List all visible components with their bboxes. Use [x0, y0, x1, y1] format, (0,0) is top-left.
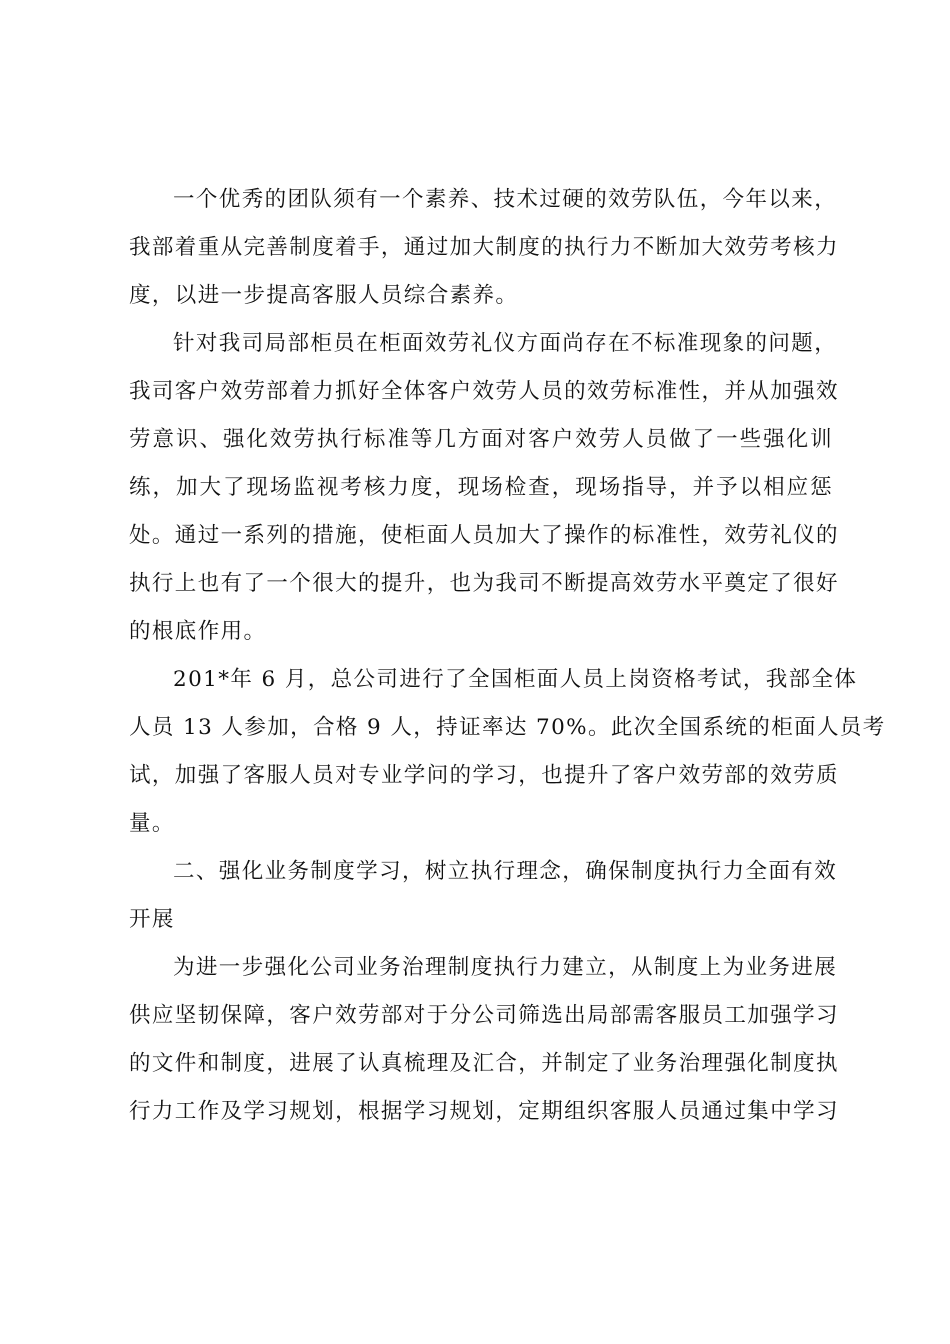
- text-line: 一个优秀的团队须有一个素养、技术过硬的效劳队伍，今年以来，: [173, 187, 838, 212]
- document-body: [129, 176, 886, 1136]
- text-line: 针对我司局部柜员在柜面效劳礼仪方面尚存在不标准现象的问题，: [173, 331, 838, 356]
- text-line: 我司客户效劳部着力抓好全体客户效劳人员的效劳标准性，并从加强效: [129, 379, 839, 404]
- text-line: 开展: [129, 907, 175, 932]
- text-line: 的文件和制度，进展了认真梳理及汇合，并制定了业务治理强化制度执: [129, 1051, 839, 1076]
- text-line: 我部着重从完善制度着手，通过加大制度的执行力不断加大效劳考核力: [129, 235, 839, 260]
- paragraph-team-quality: [129, 176, 839, 320]
- text-line: 二、强化业务制度学习，树立执行理念，确保制度执行力全面有效: [173, 859, 838, 884]
- text-line: 人员 13 人参加，合格 9 人，持证率达 70%。此次全国系统的柜面人员考: [129, 715, 886, 740]
- section-heading-two: [129, 848, 838, 944]
- paragraph-service-standards: [129, 320, 839, 656]
- paragraph-system-execution: [129, 944, 839, 1136]
- text-line: 处。通过一系列的措施，使柜面人员加大了操作的标准性，效劳礼仪的: [129, 523, 839, 548]
- text-line: 为进一步强化公司业务治理制度执行力建立，从制度上为业务进展: [173, 955, 838, 980]
- text-line: 的根底作用。: [129, 619, 267, 644]
- paragraph-qualification-exam: [129, 656, 886, 848]
- text-line: 劳意识、强化效劳执行标准等几方面对客户效劳人员做了一些强化训: [129, 427, 833, 452]
- text-line: 行力工作及学习规划，根据学习规划，定期组织客服人员通过集中学习: [129, 1099, 839, 1124]
- text-line: 试，加强了客服人员对专业学问的学习，也提升了客户效劳部的效劳质: [129, 763, 839, 788]
- text-line: 201*年 6 月，总公司进行了全国柜面人员上岗资格考试，我部全体: [173, 667, 858, 692]
- text-line: 量。: [129, 811, 175, 836]
- text-line: 度，以进一步提高客服人员综合素养。: [129, 283, 519, 308]
- text-line: 练，加大了现场监视考核力度，现场检查，现场指导，并予以相应惩: [129, 475, 833, 500]
- text-line: 执行上也有了一个很大的提升，也为我司不断提高效劳水平奠定了很好: [129, 571, 839, 596]
- text-line: 供应坚韧保障，客户效劳部对于分公司筛选出局部需客服员工加强学习: [129, 1003, 839, 1028]
